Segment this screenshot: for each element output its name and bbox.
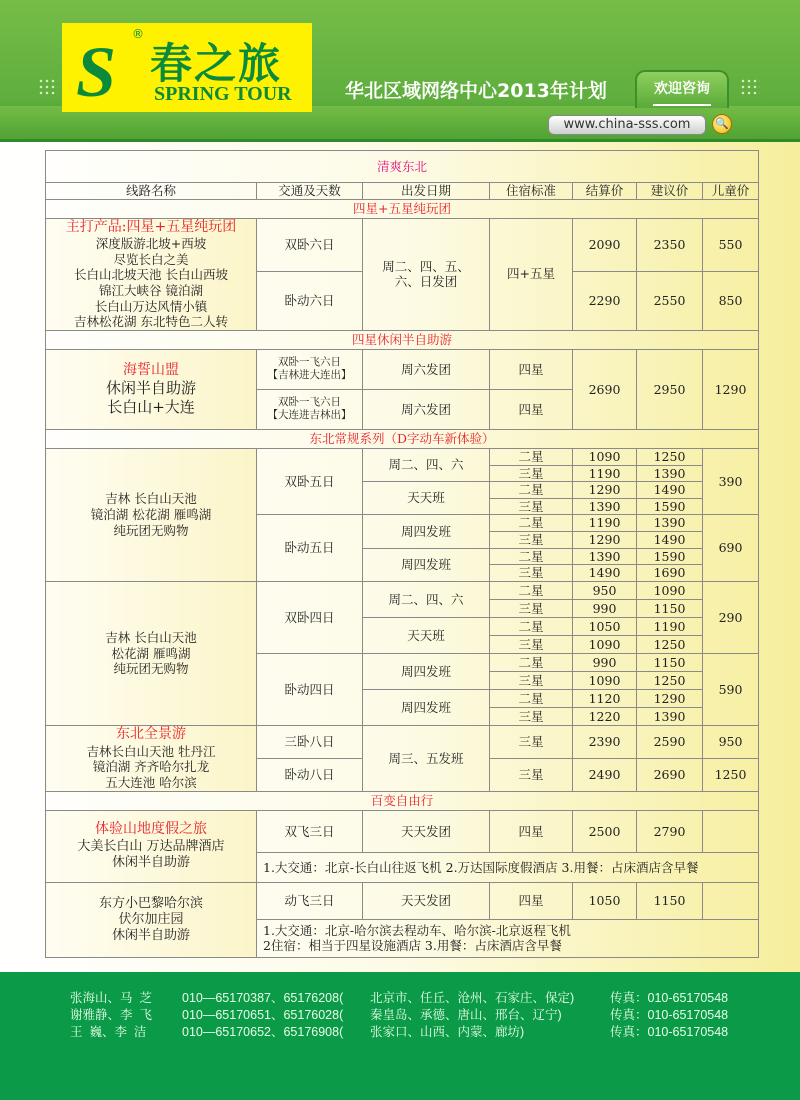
price-price: 1120 (573, 689, 637, 707)
package-note (257, 919, 759, 957)
route-line: 休闲半自助游 (111, 928, 190, 943)
route-line: 纯玩团无购物 (113, 522, 189, 538)
price-price: 2500 (573, 810, 637, 852)
child-price (703, 810, 759, 852)
route-name (46, 810, 257, 882)
suggest-price: 2550 (637, 271, 703, 330)
price-price: 1090 (573, 671, 637, 689)
route-line: 大美长白山 万达品牌酒店 (77, 838, 225, 854)
price-price: 1390 (573, 498, 637, 515)
hotel-standard: 二星 (490, 548, 573, 565)
departure-date: 天天发团 (363, 810, 490, 852)
route-line: 镜泊湖 松花湖 雁鸣湖 (90, 507, 212, 523)
column-header: 出发日期 (363, 183, 490, 200)
spring-tour-logo (62, 23, 312, 112)
departure-date: 周四发班 (363, 548, 490, 581)
price-price: 2290 (573, 271, 637, 330)
suggest-price: 2950 (637, 349, 703, 429)
transport-days: 卧动八日 (257, 758, 363, 791)
table-row (46, 349, 759, 389)
child-price: 290 (703, 581, 759, 653)
logo-name-en: SPRING TOUR (154, 83, 292, 105)
transport-days: 卧动六日 (257, 271, 363, 330)
hotel-standard: 三星 (490, 599, 573, 617)
contact-names: 谢雅静、李 飞 (70, 1008, 152, 1022)
hotel-standard: 三星 (490, 725, 573, 758)
departure-date: 周四发班 (363, 653, 490, 689)
price-price: 1050 (573, 617, 637, 635)
price-price: 950 (573, 581, 637, 599)
route-line: 东方小巴黎哈尔滨 (98, 895, 203, 911)
contact-regions: 北京市、任丘、沧州、石家庄、保定) (370, 991, 575, 1005)
hotel-standard: 三星 (490, 565, 573, 582)
transport-label: 双卧一飞六日 (278, 356, 341, 369)
table-row (46, 330, 759, 349)
route-line: 镜泊湖 齐齐哈尔扎龙 (92, 759, 210, 775)
route-direction: 【吉林进大连出】 (267, 369, 352, 382)
hotel-standard: 二星 (490, 515, 573, 532)
suggest-price: 1150 (637, 599, 703, 617)
column-header: 建议价 (637, 183, 703, 200)
contact-regions: 秦皇岛、承德、唐山、邢台、辽宁) (370, 1008, 562, 1022)
transport-days: 卧动五日 (257, 515, 363, 582)
route-line: 尽览长白之美 (113, 251, 189, 267)
suggest-price: 1590 (637, 548, 703, 565)
transport-days (257, 389, 363, 429)
suggest-price: 1390 (637, 707, 703, 725)
transport-days: 双卧五日 (257, 448, 363, 515)
route-name (46, 581, 257, 725)
hotel-standard: 四星 (490, 810, 573, 852)
section-title: 东北常规系列（D字动车新体验） (46, 429, 759, 448)
contact-names: 王 巍、李 洁 (70, 1025, 147, 1039)
price-price: 2490 (573, 758, 637, 791)
price-price: 990 (573, 599, 637, 617)
child-price: 950 (703, 725, 759, 758)
column-header: 住宿标准 (490, 183, 573, 200)
suggest-price: 2590 (637, 725, 703, 758)
hotel-standard: 四+五星 (490, 218, 573, 330)
contact-fax: 传真：010-65170548 (610, 1025, 729, 1039)
suggest-price: 1490 (637, 532, 703, 549)
hotel-standard: 二星 (490, 689, 573, 707)
plan-title: 华北区域网络中心2013年计划 (345, 80, 607, 102)
route-line: 伏尔加庄园 (118, 911, 184, 927)
price-price: 2390 (573, 725, 637, 758)
hotel-standard: 四星 (490, 349, 573, 389)
hotel-standard: 二星 (490, 581, 573, 599)
table-row (46, 810, 759, 852)
suggest-price: 1250 (637, 671, 703, 689)
departure-date: 周二、四、六 (363, 581, 490, 617)
route-direction: 【大连进吉林出】 (267, 409, 352, 422)
header-divider (0, 139, 800, 142)
route-line: 松花湖 雁鸣湖 (111, 645, 191, 661)
route-line: 吉林长白山天池 牡丹江 (86, 743, 216, 759)
price-price: 1190 (573, 515, 637, 532)
route-highlight: 海誓山盟 (123, 361, 179, 378)
contact-row (70, 1024, 790, 1040)
price-price: 1090 (573, 635, 637, 653)
suggest-price: 1250 (637, 448, 703, 465)
hotel-standard: 三星 (490, 758, 573, 791)
hotel-standard: 三星 (490, 671, 573, 689)
hotel-standard: 二星 (490, 482, 573, 499)
suggest-price: 1490 (637, 482, 703, 499)
column-header: 交通及天数 (257, 183, 363, 200)
table-row (46, 429, 759, 448)
column-header: 线路名称 (46, 183, 257, 200)
suggest-price: 1190 (637, 617, 703, 635)
hotel-standard: 三星 (490, 532, 573, 549)
price-price: 2690 (573, 349, 637, 429)
child-price: 590 (703, 653, 759, 725)
price-price: 1190 (573, 465, 637, 482)
section-title: 四星+五星纯玩团 (46, 199, 759, 218)
hotel-standard: 三星 (490, 498, 573, 515)
table-row (46, 581, 759, 599)
table-row (46, 448, 759, 465)
route-line: 1.大交通：北京-长白山往返飞机 2.万达国际度假酒店 3.用餐：占床酒店含早餐 (263, 859, 699, 875)
contact-fax: 传真：010-65170548 (610, 991, 729, 1005)
route-name (46, 882, 257, 957)
route-line: 吉林 长白山天池 (105, 491, 197, 507)
departure-date: 周六发团 (363, 349, 490, 389)
route-name (46, 448, 257, 581)
route-line: 锦江大峡谷 镜泊湖 (99, 283, 203, 298)
child-price: 690 (703, 515, 759, 582)
route-name (46, 218, 257, 330)
registered-mark: ® (132, 27, 144, 41)
suggest-price: 1290 (637, 689, 703, 707)
price-price: 1290 (573, 482, 637, 499)
table-row (46, 199, 759, 218)
transport-days: 动飞三日 (257, 882, 363, 919)
child-price: 1250 (703, 758, 759, 791)
suggest-price: 1150 (637, 882, 703, 919)
departure-date (363, 218, 490, 330)
section-title: 四星休闲半自助游 (46, 330, 759, 349)
table-row (46, 183, 759, 200)
route-line: 深度版游北坡+西坡 (95, 236, 207, 252)
contact-row (70, 1007, 790, 1023)
table-row (46, 791, 759, 810)
column-header: 结算价 (573, 183, 637, 200)
hotel-standard: 四星 (490, 882, 573, 919)
route-line: 休闲半自助游 (105, 379, 196, 398)
suggest-price: 1690 (637, 565, 703, 582)
child-price (703, 882, 759, 919)
contact-regions: 张家口、山西、内蒙、廊坊) (370, 1025, 525, 1039)
route-line: 吉林松花湖 东北特色二人转 (74, 314, 228, 330)
route-highlight: 主打产品:四星+五星纯玩团 (65, 218, 237, 235)
hotel-standard: 三星 (490, 465, 573, 482)
table-row (46, 882, 759, 919)
transport-days: 双卧四日 (257, 581, 363, 653)
column-header: 儿童价 (703, 183, 759, 200)
consult-tab[interactable]: 欢迎咨询 (635, 70, 729, 108)
dots-decoration-right (740, 78, 760, 96)
child-price: 550 (703, 218, 759, 271)
hotel-standard: 三星 (490, 635, 573, 653)
contact-phones: 010—65170651、65176028( (182, 1008, 344, 1022)
section-title: 百变自由行 (46, 791, 759, 810)
departure-date: 周二、四、六 (363, 448, 490, 481)
hotel-standard: 二星 (490, 617, 573, 635)
price-price: 990 (573, 653, 637, 671)
logo-name-cn: 春之旅 (150, 39, 283, 88)
header-banner (0, 0, 800, 142)
table-row (46, 725, 759, 758)
contact-footer (0, 972, 800, 1100)
hotel-standard: 四星 (490, 389, 573, 429)
price-price: 1390 (573, 548, 637, 565)
suggest-price: 2350 (637, 218, 703, 271)
suggest-price: 1250 (637, 635, 703, 653)
departure-date: 周六发团 (363, 389, 490, 429)
route-line: 长白山+大连 (107, 398, 195, 417)
transport-days: 双卧六日 (257, 218, 363, 271)
suggest-price: 1590 (637, 498, 703, 515)
tour-price-table (45, 150, 759, 958)
route-line: 休闲半自助游 (111, 855, 190, 871)
contact-phones: 010—65170387、65176208( (182, 991, 344, 1005)
route-line: 吉林 长白山天池 (105, 629, 197, 645)
route-highlight: 东北全景游 (116, 726, 186, 743)
route-name (46, 349, 257, 429)
dots-decoration-left (38, 78, 58, 96)
route-name (46, 725, 257, 791)
route-line: 五大连池 哈尔滨 (105, 774, 197, 790)
suggest-price: 1390 (637, 465, 703, 482)
price-price: 1220 (573, 707, 637, 725)
departure-date: 天天班 (363, 482, 490, 515)
departure-date: 周四发班 (363, 689, 490, 725)
child-price: 390 (703, 448, 759, 515)
route-line: 长白山北坡天池 长白山西坡 (74, 267, 228, 283)
price-price: 1490 (573, 565, 637, 582)
website-url[interactable]: www.china-sss.com (548, 115, 706, 135)
package-note (257, 852, 759, 882)
contact-phones: 010—65170652、65176908( (182, 1025, 344, 1039)
suggest-price: 1150 (637, 653, 703, 671)
route-line: 六、日发团 (394, 274, 458, 290)
suggest-price: 2690 (637, 758, 703, 791)
transport-days (257, 349, 363, 389)
child-price: 850 (703, 271, 759, 330)
contact-fax: 传真：010-65170548 (610, 1008, 729, 1022)
departure-date: 天天发团 (363, 882, 490, 919)
contact-row (70, 990, 790, 1006)
price-price: 1050 (573, 882, 637, 919)
price-price: 1090 (573, 448, 637, 465)
hotel-standard: 二星 (490, 448, 573, 465)
departure-date: 周四发班 (363, 515, 490, 548)
hotel-standard: 三星 (490, 707, 573, 725)
table-title: 清爽东北 (46, 151, 759, 183)
child-price: 1290 (703, 349, 759, 429)
search-icon[interactable]: 🔍 (712, 114, 732, 134)
departure-date: 周三、五发班 (363, 725, 490, 791)
price-price: 2090 (573, 218, 637, 271)
route-line: 1.大交通：北京-哈尔滨去程动车、哈尔滨-北京返程飞机 (263, 922, 571, 938)
price-price: 1290 (573, 532, 637, 549)
transport-days: 双飞三日 (257, 810, 363, 852)
suggest-price: 2790 (637, 810, 703, 852)
suggest-price: 1390 (637, 515, 703, 532)
suggest-price: 1090 (637, 581, 703, 599)
route-line: 长白山万达风情小镇 (94, 298, 208, 314)
transport-label: 双卧一飞六日 (278, 396, 341, 409)
transport-days: 卧动四日 (257, 653, 363, 725)
hotel-standard: 二星 (490, 653, 573, 671)
logo-mark: S (76, 32, 117, 112)
transport-days: 三卧八日 (257, 725, 363, 758)
departure-date: 天天班 (363, 617, 490, 653)
table-row (46, 218, 759, 271)
contact-names: 张海山、马 芝 (70, 991, 152, 1005)
route-line: 纯玩团无购物 (113, 661, 189, 677)
route-line: 2住宿：相当于四星设施酒店 3.用餐：占床酒店含早餐 (263, 938, 562, 954)
route-line: 周二、四、五、 (382, 258, 470, 274)
route-highlight: 体验山地度假之旅 (95, 821, 207, 838)
table-row (46, 151, 759, 183)
